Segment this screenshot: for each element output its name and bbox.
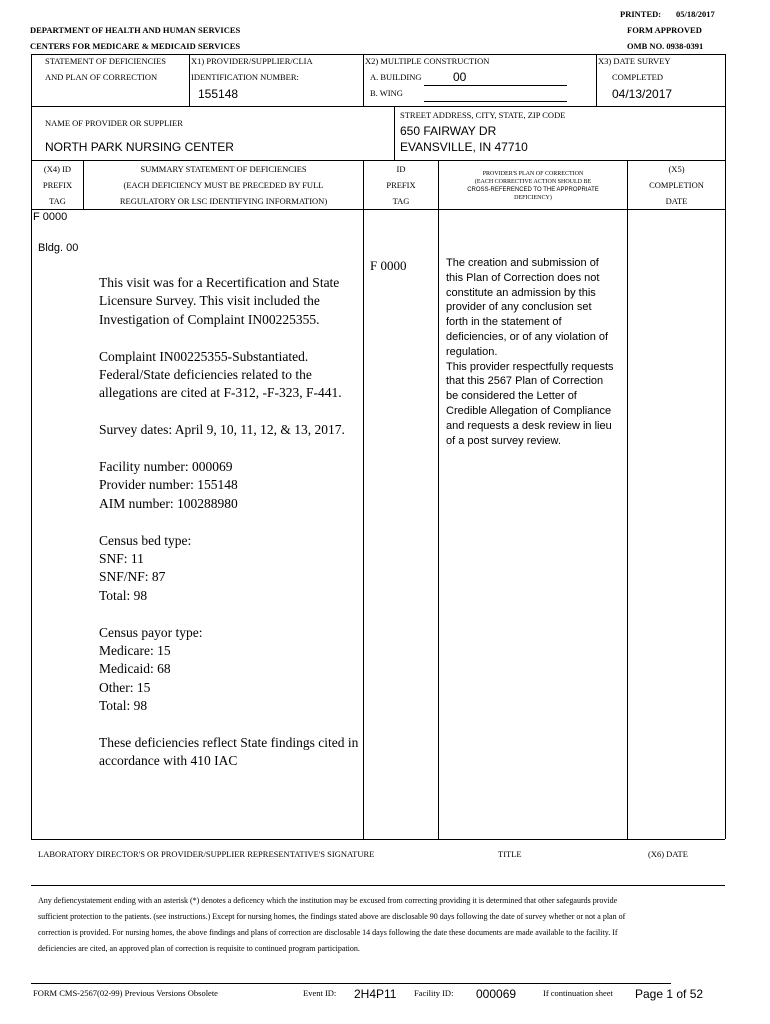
summary-header-2: (EACH DEFICIENCY MUST BE PRECEDED BY FULL [123, 180, 324, 190]
summary-paragraph-3: Survey dates: April 9, 10, 11, 12, & 13, 2017. [99, 422, 345, 438]
x5-header-3: DATE [665, 196, 688, 206]
rule [31, 885, 725, 886]
x3-label-1: X3) DATE SURVEY [598, 56, 671, 66]
rule [31, 839, 725, 840]
summary-paragraph-4: Facility number: 000069 Provider number: 155148 AIM number: 100288980 [99, 459, 238, 511]
summary-paragraph-5: Census bed type: SNF: 11 SNF/NF: 87 Total: 98 [99, 532, 192, 603]
id-header-3: TAG [392, 196, 410, 206]
rule [189, 54, 190, 106]
provider-name-label: NAME OF PROVIDER OR SUPPLIER [45, 118, 183, 128]
id-header-2: PREFIX [386, 180, 416, 190]
summary-header-3: REGULATORY OR LSC IDENTIFYING INFORMATION) [119, 196, 328, 206]
title-label: TITLE [498, 849, 522, 859]
right-tag: F 0000 [370, 258, 407, 273]
rule [596, 54, 597, 106]
building-label: A. BUILDING [370, 72, 422, 82]
rule [31, 160, 725, 161]
continuation-label: If continuation sheet [543, 988, 613, 998]
centers-title: CENTERS FOR MEDICARE & MEDICAID SERVICES [30, 41, 241, 51]
form-number: FORM CMS-2567(02-99) Previous Versions Obsolete [33, 988, 218, 998]
address-label: STREET ADDRESS, CITY, STATE, ZIP CODE [400, 110, 566, 120]
survey-date-value: 04/13/2017 [612, 87, 673, 101]
rule [31, 209, 725, 210]
plan-paragraph-2: This provider respectfully requests that this 2567 Plan of Correction be considered the Letter of Credible Allegation of Compliance and requests a desk review in lieu of a post survey review. [446, 360, 614, 447]
address-line2: EVANSVILLE, IN 47710 [400, 140, 528, 154]
provider-id-value: 155148 [198, 87, 239, 101]
rule [31, 106, 725, 107]
wing-label: B. WING [370, 88, 403, 98]
summary-paragraph-2: Complaint IN00225355-Substantiated. Federal/State deficiencies related to the allegations are cited at F-312, -F-323, F-441. [99, 348, 342, 401]
facility-id-label: Facility ID: [414, 988, 454, 998]
plan-header-3: CROSS-REFERENCED TO THE APPROPRIATE [467, 187, 599, 193]
x1-label-2: IDENTIFICATION NUMBER: [191, 72, 299, 82]
rule [31, 983, 671, 984]
plan-header-2: (EACH CORRECTIVE ACTION SHOULD BE [474, 179, 592, 185]
department-title: DEPARTMENT OF HEALTH AND HUMAN SERVICES [30, 25, 241, 35]
provider-name-value: NORTH PARK NURSING CENTER [45, 140, 234, 154]
plan-header-1: PROVIDER'S PLAN OF CORRECTION [482, 171, 584, 177]
address-line1: 650 FAIRWAY DR [400, 124, 497, 138]
building-number: Bldg. 00 [38, 242, 79, 254]
plan-paragraph-1: The creation and submission of this Plan of Correction does not constitute an admission by this provider of any conclusion set forth in the statement of deficiencies, or of any violation of regulation. [446, 257, 609, 358]
event-id-label: Event ID: [303, 988, 337, 998]
summary-header-1: SUMMARY STATEMENT OF DEFICIENCIES [140, 164, 307, 174]
date-label: (X6) DATE [648, 849, 688, 859]
building-value: 00 [453, 70, 467, 84]
id-header-1: ID [396, 164, 406, 174]
left-tag: F 0000 [33, 211, 68, 223]
disclosure-footnote: Any defiencystatement ending with an asterisk (*) denotes a deficency which the institution may be excused from correcting providing it is determined that other safegaurds provide sufficient protection to the patients. (see instructions.) Except for nursing homes, the findings stated above are disclosable 90 days following the date of survey whether or not a plan of correction is provided. For nursing homes, the above findings and plans of correction are disclosable 14 days following the date these documents are made available to the facility. If deficiencies are cited, an approved plan of correction is requisite to continued program participation. [38, 896, 626, 953]
summary-paragraph-7: These deficiencies reflect State findings cited in accordance with 410 IAC [99, 735, 359, 769]
rule [394, 106, 395, 160]
rule [31, 54, 725, 55]
summary-statement [99, 274, 361, 789]
wing-underline [424, 101, 567, 102]
building-underline [424, 85, 567, 86]
director-signature-label: LABORATORY DIRECTOR'S OR PROVIDER/SUPPLIER REPRESENTATIVE'S SIGNATURE [38, 849, 375, 859]
x3-label-2: COMPLETED [612, 72, 663, 82]
x1-label-1: X1) PROVIDER/SUPPLIER/CLIA [191, 56, 313, 66]
plan-header-4: DEFICIENCY) [514, 195, 552, 201]
x4-header-1: (X4) ID [43, 164, 72, 174]
rule [438, 160, 439, 839]
x2-label: X2) MULTIPLE CONSTRUCTION [365, 56, 490, 66]
rule [363, 160, 364, 839]
rule [725, 54, 726, 839]
statement-label-1: STATEMENT OF DEFICIENCIES [45, 56, 167, 66]
rule [363, 54, 364, 106]
omb-number: OMB NO. 0938-0391 [627, 41, 704, 51]
x5-header-2: COMPLETION [649, 180, 704, 190]
statement-label-2: AND PLAN OF CORRECTION [45, 72, 158, 82]
event-id-value: 2H4P11 [354, 987, 397, 1001]
x4-header-3: TAG [49, 196, 66, 206]
rule [627, 160, 628, 839]
x5-header-1: (X5) [668, 164, 685, 174]
x4-header-2: PREFIX [42, 180, 73, 190]
printed-label: PRINTED: [620, 9, 662, 19]
facility-id-value: 000069 [476, 987, 517, 1001]
plan-of-correction [446, 256, 614, 448]
form-approved: FORM APPROVED [627, 25, 702, 35]
printed-date: 05/18/2017 [676, 9, 715, 19]
page-number: Page 1 of 52 [635, 987, 704, 1001]
summary-paragraph-1: This visit was for a Recertification and State Licensure Survey. This visit included the Investigation of Complaint IN00225355. [99, 275, 340, 327]
summary-paragraph-6: Census payor type: Medicare: 15 Medicaid: 68 Other: 15 Total: 98 [99, 624, 203, 714]
